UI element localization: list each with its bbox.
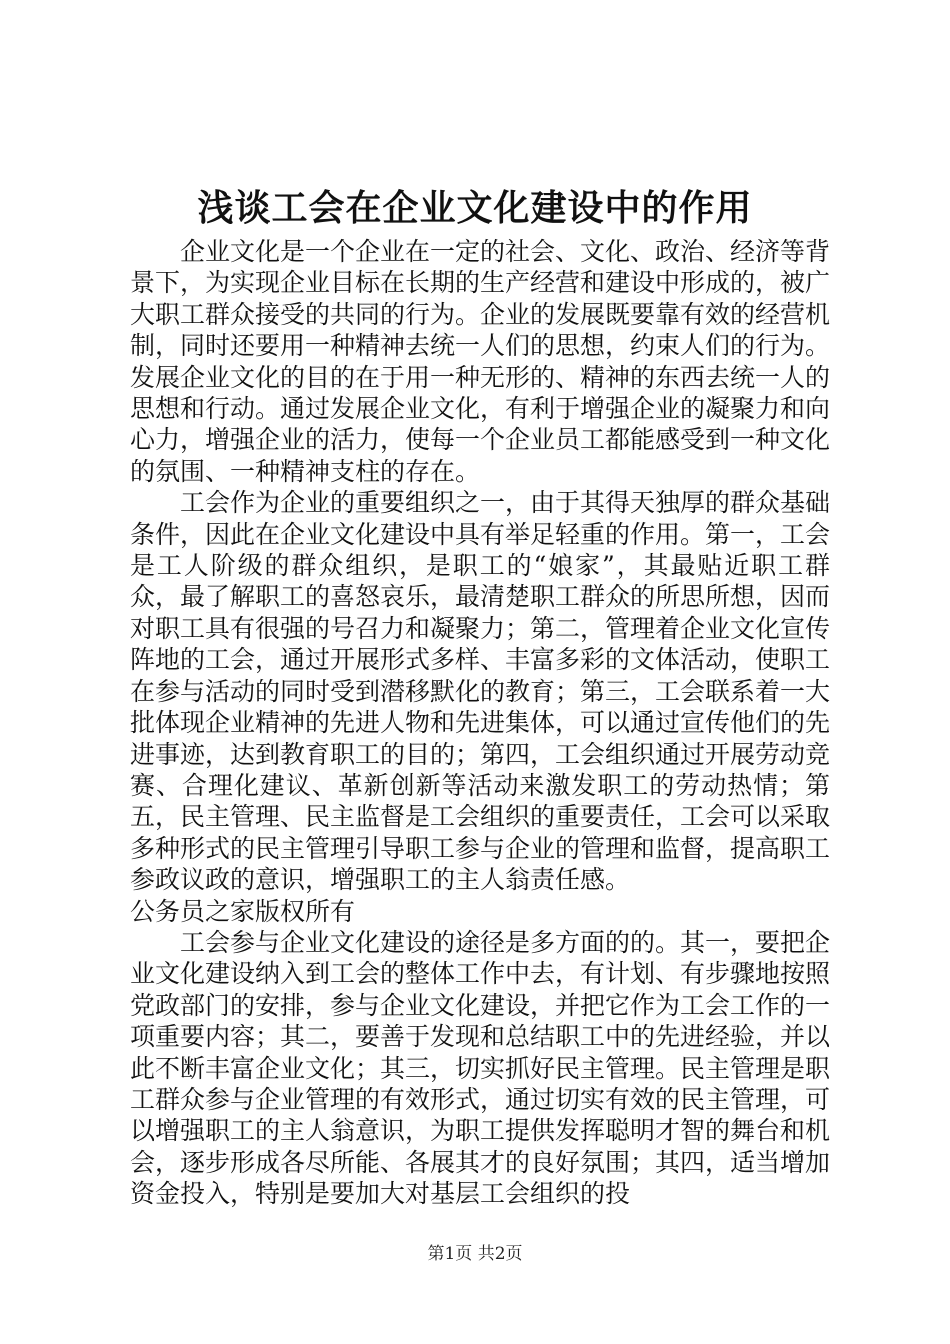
document-title: 浅谈工会在企业文化建设中的作用 <box>197 187 753 229</box>
paragraph-2: 工会作为企业的重要组织之一，由于其得天独厚的群众基础条件，因此在企业文化建设中具有举足轻重的作用。第一，工会是工人阶级的群众组织，是职工的“娘家”，其最贴近职工群众，最了解职工的喜怒哀乐，最清楚职工群众的所思所想，因而对职工具有很强的号召力和凝聚力；第二，管理着企业文化宣传阵地的工会，通过开展形式多样、丰富多彩的文体活动，使职工在参与活动的同时受到潜移默化的教育；第三，工会联系着一大批体现企业精神的先进人物和先进集体，可以通过宣传他们的先进事迹，达到教育职工的目的；第四，工会组织通过开展劳动竞赛、合理化建议、革新创新等活动来激发职工的劳动热情；第五，民主管理、民主监督是工会组织的重要责任，工会可以采取多种形式的民主管理引导职工参与企业的管理和监督，提高职工参政议政的意识，增强职工的主人翁责任感。 <box>130 488 831 895</box>
document-body <box>130 236 830 1210</box>
paragraph-3: 工会参与企业文化建设的途径是多方面的的。其一，要把企业文化建设纳入到工会的整体工作中去，有计划、有步骤地按照党政部门的安排，参与企业文化建设，并把它作为工会工作的一项重要内容；其二，要善于发现和总结职工中的先进经验，并以此不断丰富企业文化；其三，切实抓好民主管理。民主管理是职工群众参与企业管理的有效形式，通过切实有效的民主管理，可以增强职工的主人翁意识，为职工提供发挥聪明才智的舞台和机会，逐步形成各尽所能、各展其才的良好氛围；其四，适当增加资金投入，特别是要加大对基层工会组织的投 <box>130 927 831 1209</box>
paragraph-1: 企业文化是一个企业在一定的社会、文化、政治、经济等背景下，为实现企业目标在长期的生产经营和建设中形成的，被广大职工群众接受的共同的行为。企业的发展既要靠有效的经营机制，同时还要用一种精神去统一人们的思想，约束人们的行为。发展企业文化的目的在于用一种无形的、精神的东西去统一人的思想和行动。通过发展企业文化，有利于增强企业的凝聚力和向心力，增强企业的活力，使每一个企业员工都能感受到一种文化的氛围、一种精神支柱的存在。 <box>130 237 831 486</box>
copyright-note: 公务员之家版权所有 <box>130 896 356 926</box>
page-footer: 第1页 共2页 <box>427 1244 523 1264</box>
